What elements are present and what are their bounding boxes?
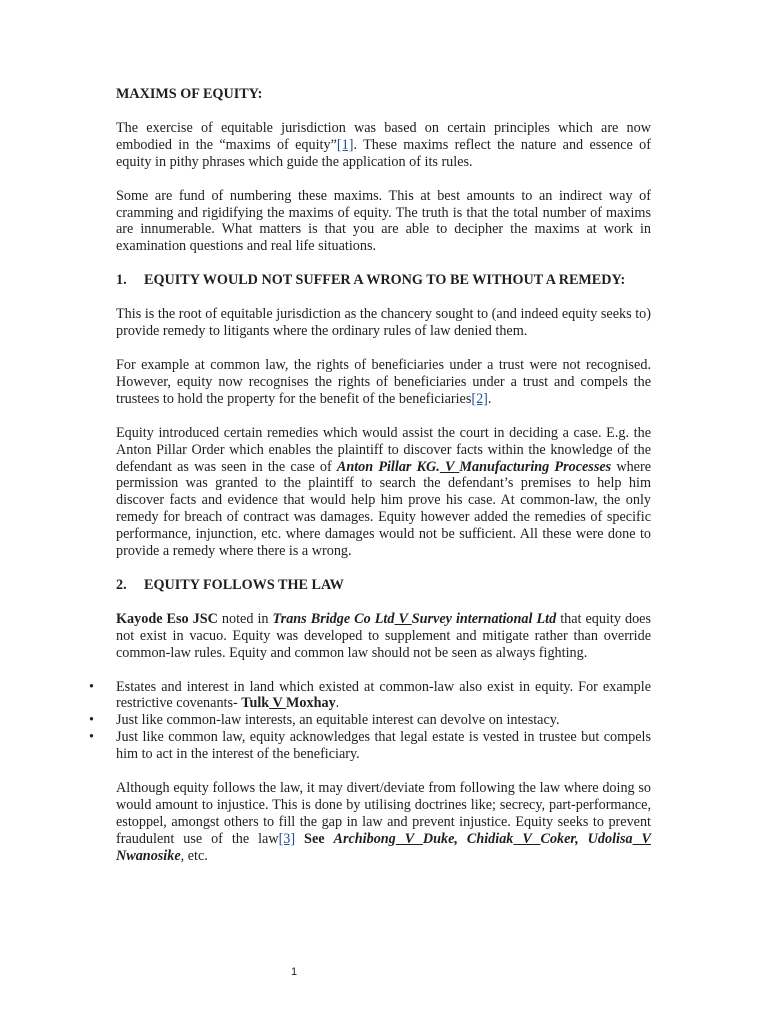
intro-text: The exercise of equitable jurisdiction was based on certain principles which are now embodied in the “maxims of equity” [116, 119, 651, 153]
bullet-icon: • [89, 678, 94, 695]
footnote-ref-3[interactable]: [3] [278, 830, 296, 847]
numbering-paragraph: Some are fund of numbering these maxims. This at best amounts to an indirect way of cramming and rigidifying the maxims of equity. The truth is that the total number of maxims are innumerable. What matters is that you are able to decipher the maxims at work in examination questions and real life situations. [116, 187, 651, 255]
intro-paragraph [116, 120, 651, 171]
beneficiaries-text: For example at common law, the rights of beneficiaries under a trust were not recognised. However, equity now recognises the rights of beneficiaries under a trust and compels the trustees to hold the property for the benefit of the beneficiaries [116, 356, 651, 407]
case-name-trans-bridge: Trans Bridge Co Ltd [272, 610, 395, 627]
bullet-icon: • [89, 729, 94, 746]
case-versus: V [439, 458, 460, 475]
footnote-ref-1[interactable]: [1] [336, 136, 354, 153]
section-heading-1 [116, 272, 651, 289]
beneficiaries-paragraph [116, 357, 651, 408]
case-name-duke: Duke, [422, 830, 458, 847]
section-number-1: 1. [116, 272, 127, 289]
list-item-text-end: . [335, 695, 340, 712]
see-label: See [295, 830, 334, 847]
follows-law-text: noted in [217, 610, 273, 627]
case-name-survey: Survey international Ltd [411, 610, 557, 627]
case-name-tulk: Tulk [241, 695, 270, 712]
follows-law-paragraph [116, 611, 651, 662]
footnote-ref-2[interactable]: [2] [471, 390, 488, 407]
judge-name: Kayode Eso JSC [116, 610, 218, 627]
list-item [89, 678, 651, 713]
case-name-archibong: Archibong [333, 830, 396, 847]
bullet-list [89, 678, 651, 764]
list-item-text: Estates and interest in land which existed at common-law also exist in equity. For example restrictive covenants- [116, 678, 651, 712]
remedies-text-end: where permission was granted to the plaintiff to search the defendant’s premises to help him discover facts and evidence that would help him prove his case. At common-law, the only remedy for breach of contract was damages. Equity however added the remedies of specific performance, injunction, etc. where damages would not be sufficient. All these were done to provide a remedy where there is a wrong. [116, 458, 651, 560]
case-name-moxhay: Moxhay [286, 695, 336, 712]
follows-law-text-end: that equity does not exist in vacuo. Equity was developed to supplement and mitigate rather than override common-law rules. Equity and common law should not be seen as always fighting. [116, 610, 652, 661]
case-name-nwanosike: Nwanosike [116, 847, 181, 864]
root-paragraph: This is the root of equitable jurisdiction as the chancery sought to (and indeed equity seeks to) provide remedy to litigants where the ordinary rules of law denied them. [116, 306, 651, 340]
case-name-manufacturing: Manufacturing Processes [459, 458, 612, 475]
remedies-text: Equity introduced certain remedies which would assist the court in deciding a case. E.g. the Anton Pillar Order which enables the plaintiff to discover facts within the knowledge of the defendant as was seen in the case of [116, 424, 651, 475]
list-item [89, 712, 651, 729]
deviation-text-end: , etc. [180, 847, 208, 864]
list-item-text: Just like common-law interests, an equitable interest can devolve on intestacy. [116, 712, 560, 729]
beneficiaries-text-end: . [487, 390, 492, 407]
list-item-text: Just like common law, equity acknowledges that legal estate is vested in trustee but compels him to act in the interest of the beneficiary. [116, 729, 651, 763]
bullet-icon: • [89, 712, 94, 729]
case-name-coker: Coker, [540, 830, 579, 847]
case-name-udolisa: Udolisa [587, 830, 633, 847]
list-item [89, 729, 651, 763]
case-versus: V [632, 830, 651, 847]
case-versus: V [394, 610, 412, 627]
remedies-paragraph [116, 425, 651, 560]
page-number: 1 [290, 966, 298, 978]
case-name-chidiak: Chidiak [466, 830, 514, 847]
document-page [89, 86, 652, 882]
section-heading-2 [116, 577, 651, 594]
section-title-2: EQUITY FOLLOWS THE LAW [144, 576, 344, 593]
case-versus: V [269, 695, 286, 712]
intro-text-end: . These maxims reflect the nature and essence of equity in pithy phrases which guide the application of its rules. [116, 136, 651, 170]
case-versus: V [395, 830, 423, 847]
deviation-paragraph [116, 780, 651, 865]
case-name-anton-pillar: Anton Pillar KG. [336, 458, 440, 475]
section-number-2: 2. [116, 576, 127, 593]
document-title: MAXIMS OF EQUITY: [116, 86, 263, 102]
case-versus: V [513, 830, 541, 847]
section-title-1: EQUITY WOULD NOT SUFFER A WRONG TO BE WITHOUT A REMEDY: [144, 272, 626, 289]
deviation-text: Although equity follows the law, it may divert/deviate from following the law where doing so would amount to injustice. This is done by utilising doctrines like; secrecy, part-performance, estoppel, amongst others to fill the gap in law and prevent injustice. Equity seeks to prevent fraudulent use of the law [116, 780, 651, 847]
